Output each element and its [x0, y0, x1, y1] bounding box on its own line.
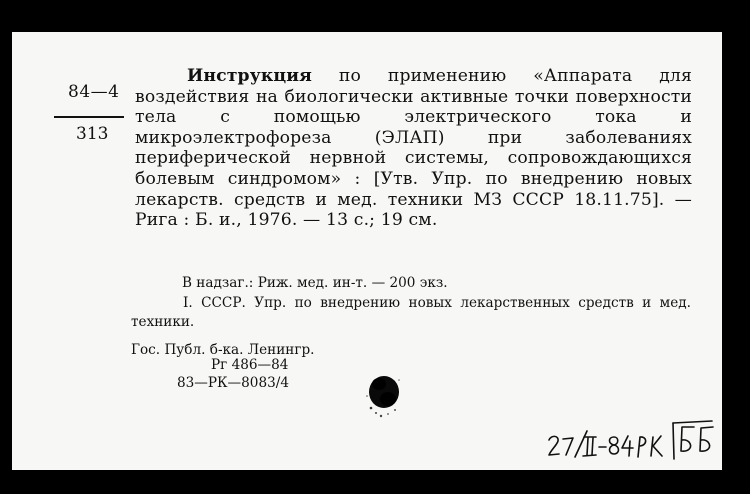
handwritten-note — [537, 413, 717, 463]
note-hidden-title: В надзаг.: Риж. мед. ин-т. — 200 экз. — [182, 275, 448, 291]
note-rk-number: 83—РК—8083/4 — [177, 375, 289, 391]
shelfmark-top: 84—4 — [68, 82, 120, 102]
note-library: Гос. Публ. б-ка. Ленингр. — [131, 342, 315, 358]
note-rg-number: Рг 486—84 — [211, 357, 289, 373]
shelfmark-bottom: 313 — [76, 124, 109, 144]
ink-blot-icon — [359, 366, 407, 422]
shelfmark-divider — [54, 116, 124, 118]
bibliographic-entry — [135, 66, 692, 231]
card-edge — [716, 32, 722, 470]
entry-title-word: Инструкция — [187, 66, 313, 86]
note-tracing: I. СССР. Упр. по внедрению новых лекарственных средств и мед. техники. — [131, 295, 691, 330]
entry-body: по применению «Аппарата для воздействия на биологически активные точки поверхности тела с помощью электрического тока и микроэлектрофореза (ЭЛАП) при заболеваниях периферической нервной системы, сопровождающихся болевым синдромом» : [Утв. Упр. по внедрению новых лекарств. средств и мед. техники МЗ СССР 18.11.75]. — Рига : Б. и., 1976. — 13 с.; 19 см. — [135, 66, 692, 231]
